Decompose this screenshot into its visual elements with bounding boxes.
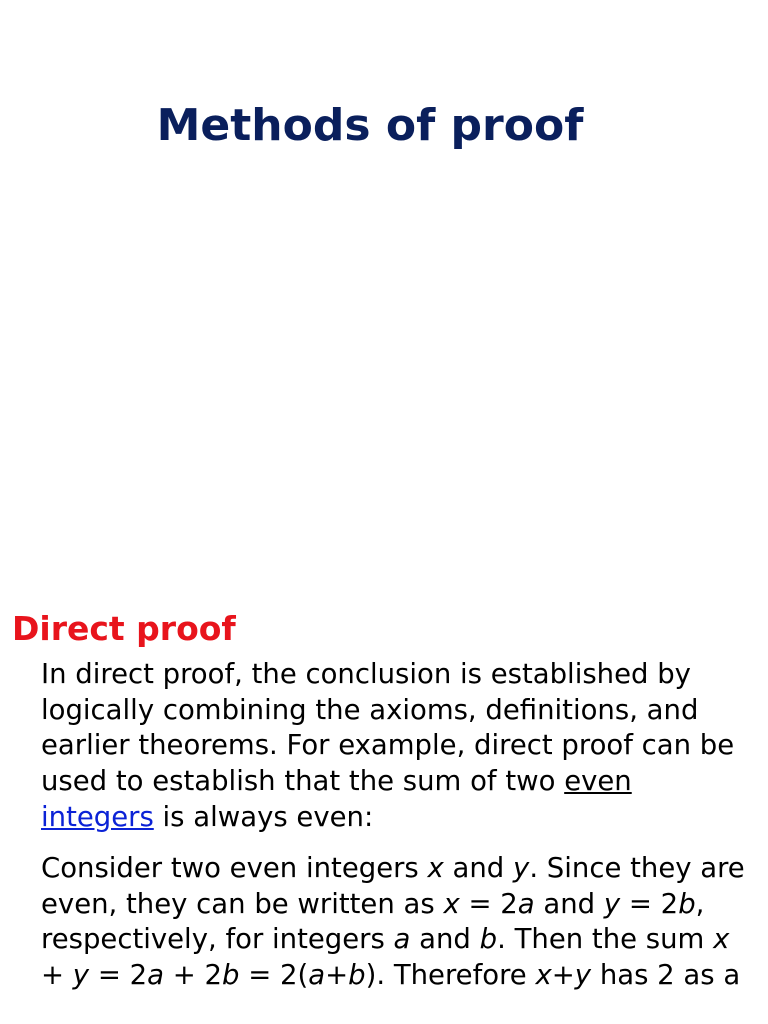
paragraph-text-end: is always even: [162,800,374,833]
math-expr: y = 2b [603,887,696,920]
math-expr: x+y [535,959,592,992]
example-text: Consider two even integers [41,852,419,884]
math-var: a [147,959,164,992]
even-link[interactable]: even [564,765,632,798]
math-var: a [517,887,535,920]
example-paragraph [41,851,751,994]
math-var: x [443,887,460,920]
example-text: . Since they are even, they can be written as [41,852,745,920]
example-text: and [543,887,596,920]
math-var: a [393,923,411,956]
math-var: b [678,887,696,920]
math-var: a [308,959,326,992]
section-heading: Direct proof [12,609,236,648]
math-expr: x + y [41,923,730,992]
math-var: y [513,852,530,884]
math-expr: x = 2a [443,887,535,920]
math-var: y [72,959,90,992]
math-var: b [348,959,366,992]
example-text: and [419,923,471,956]
example-text: and [452,852,505,884]
integers-link[interactable]: integers [41,800,154,833]
example-text: has 2 as a [599,959,741,992]
page-title: Methods of proof [156,100,584,151]
paragraph-text: In direct proof, the conclusion is established by logically combining the axioms, definitions, and earlier theorems. For example, direct proof can be used to establish that the sum of two [41,658,735,798]
math-expr: = 2 [97,959,148,992]
math-var: b [222,959,240,992]
math-expr: + [325,959,349,992]
math-var: x [427,852,444,884]
direct-proof-paragraph [41,657,751,836]
example-text: . Then the sum [497,923,705,956]
math-var: y [603,887,621,920]
example-text: , respectively, for integers [41,887,705,956]
example-text: ). Therefore [365,959,527,992]
math-var: x [713,923,730,956]
math-expr: + 2 [172,959,222,992]
math-expr: = 2( [248,959,309,992]
math-var: b [479,923,498,956]
